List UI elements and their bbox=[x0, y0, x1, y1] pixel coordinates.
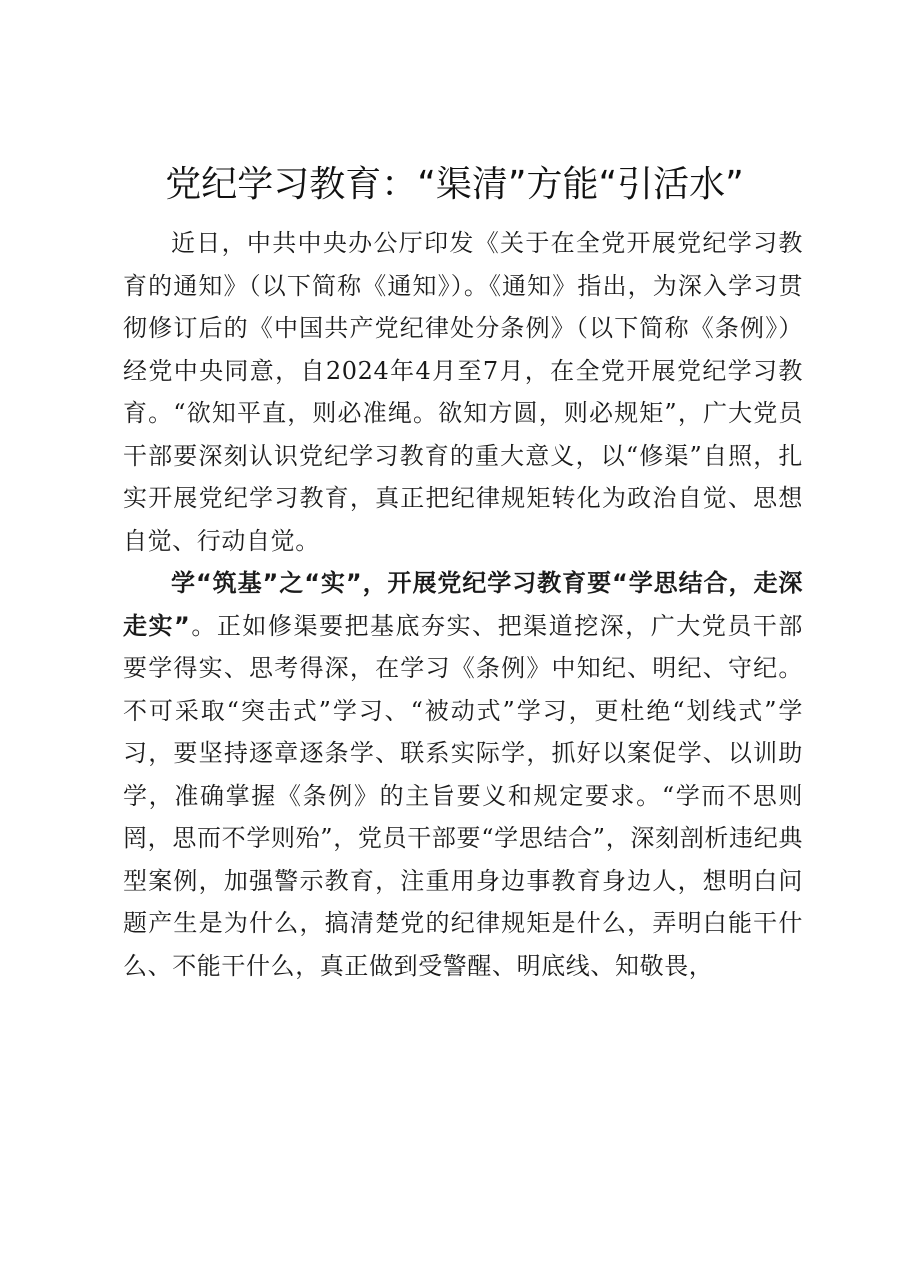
document-title: 党纪学习教育：“渠清”方能“引活水” bbox=[165, 164, 744, 205]
paragraph-2-lead: 学“筑基”之“实”，开展党纪学习教育要“学思结合，走深走实” bbox=[123, 569, 803, 640]
paragraph-2 bbox=[123, 562, 803, 987]
paragraph-2-body: 。正如修渠要把基底夯实、把渠道挖深，广大党员干部要学得实、思考得深，在学习《条例》中知纪、明纪、守纪。不可采取“突击式”学习、“被动式”学习，更杜绝“划线式”学习，要坚持逐章逐条学、联系实际学，抓好以案促学、以训助学，准确掌握《条例》的主旨要义和规定要求。“学而不思则罔，思而不学则殆”，党员干部要“学思结合”，深刻剖析违纪典型案例，加强警示教育，注重用身边事教育身边人，想明白问题产生是为什么，搞清楚党的纪律规矩是什么，弄明白能干什么、不能干什么，真正做到受警醒、明底线、知敬畏， bbox=[123, 611, 803, 980]
paragraph-1: 近日，中共中央办公厅印发《关于在全党开展党纪学习教育的通知》（以下简称《通知》）。《通知》指出，为深入学习贯彻修订后的《中国共产党纪律处分条例》（以下简称《条例》）经党中央同意，自2024年4月至7月，在全党开展党纪学习教育。“欲知平直，则必准绳。欲知方圆，则必规矩”，广大党员干部要深刻认识党纪学习教育的重大意义，以“修渠”自照，扎实开展党纪学习教育，真正把纪律规矩转化为政治自觉、思想自觉、行动自觉。 bbox=[123, 229, 803, 555]
document-body bbox=[123, 222, 803, 987]
